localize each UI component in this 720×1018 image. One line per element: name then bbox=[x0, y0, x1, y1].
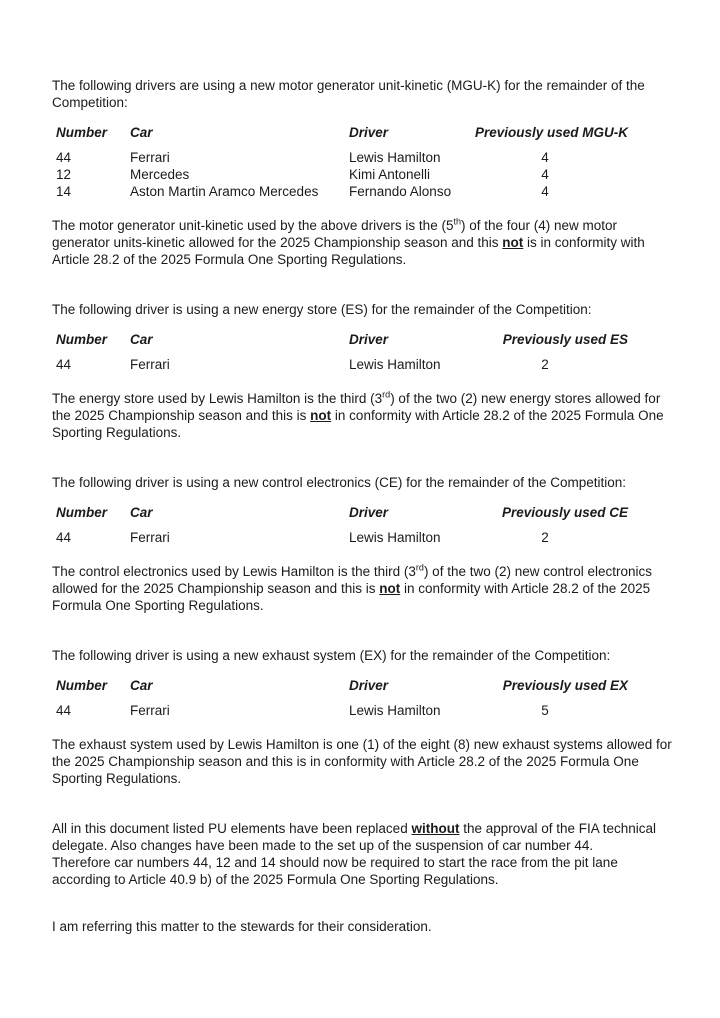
pu-section-ex bbox=[52, 647, 674, 787]
cell-number: 44 bbox=[56, 357, 72, 372]
pu-section-ce bbox=[52, 474, 674, 614]
col-header-number: Number bbox=[56, 678, 108, 693]
cell-previously-used: 4 bbox=[541, 150, 549, 165]
col-header-previously-used: Previously used ES bbox=[502, 332, 628, 347]
text-run: not bbox=[310, 408, 332, 423]
cell-driver: Fernando Alonso bbox=[349, 184, 452, 199]
col-header-number: Number bbox=[56, 505, 108, 520]
text-run: is in conformity with Article 28.2 of the 2025 Formula One Sporting Regulations. bbox=[52, 235, 645, 267]
text-run: The exhaust system used by Lewis Hamilton is one (1) of the eight (8) new exhaust systems allowed for the 2025 Championship season and this is in conformity with Article 28.2 of the 2025 Formula One Sporting Regulations. bbox=[52, 737, 672, 786]
section-note bbox=[52, 390, 674, 441]
col-header-car: Car bbox=[130, 505, 153, 520]
table-row bbox=[52, 149, 674, 166]
table-row bbox=[52, 356, 674, 373]
section-note bbox=[52, 563, 674, 614]
section-intro: The following drivers are using a new motor generator unit-kinetic (MGU-K) for the remainder of the Competition: bbox=[52, 78, 645, 110]
cell-car: Ferrari bbox=[130, 357, 170, 372]
text-run: in conformity with Article 28.2 of the 2025 Formula One Sporting Regulations. bbox=[52, 581, 651, 613]
text-run: The energy store used by Lewis Hamilton is the third (3 bbox=[52, 391, 383, 406]
cell-driver: Kimi Antonelli bbox=[349, 167, 431, 182]
col-header-driver: Driver bbox=[349, 678, 389, 693]
cell-driver: Lewis Hamilton bbox=[349, 530, 441, 545]
table-header-row bbox=[52, 677, 674, 694]
cell-driver: Lewis Hamilton bbox=[349, 703, 441, 718]
cell-number: 44 bbox=[56, 150, 72, 165]
cell-number: 44 bbox=[56, 530, 72, 545]
text-run: in conformity with Article 28.2 of the 2025 Formula One Sporting Regulations. bbox=[52, 408, 664, 440]
cell-car: Aston Martin Aramco Mercedes bbox=[130, 184, 319, 199]
cell-previously-used: 4 bbox=[541, 167, 549, 182]
text-run: ) of the two (2) new energy stores allowed for the 2025 Championship season and this is bbox=[52, 391, 661, 423]
text-run: not bbox=[379, 581, 401, 596]
cell-number: 44 bbox=[56, 703, 72, 718]
section-intro: The following driver is using a new control electronics (CE) for the remainder of the Competition: bbox=[52, 475, 627, 490]
cell-car: Ferrari bbox=[130, 530, 170, 545]
text-run: without bbox=[411, 821, 460, 836]
cell-previously-used: 4 bbox=[541, 184, 549, 199]
cell-car: Ferrari bbox=[130, 703, 170, 718]
col-header-number: Number bbox=[56, 125, 108, 140]
text-run: rd bbox=[415, 562, 424, 573]
cell-previously-used: 2 bbox=[541, 357, 549, 372]
col-header-driver: Driver bbox=[349, 125, 389, 140]
col-header-driver: Driver bbox=[349, 505, 389, 520]
section-note bbox=[52, 217, 674, 268]
table-header-row bbox=[52, 124, 674, 141]
table-row bbox=[52, 183, 674, 200]
cell-number: 12 bbox=[56, 167, 72, 182]
cell-previously-used: 2 bbox=[541, 530, 549, 545]
cell-car: Mercedes bbox=[130, 167, 190, 182]
col-header-previously-used: Previously used EX bbox=[502, 678, 628, 693]
text-run: ) of the four (4) new motor generator units-kinetic allowed for the 2025 Championship season and this bbox=[52, 218, 618, 250]
cell-previously-used: 5 bbox=[541, 703, 549, 718]
referral-note: I am referring this matter to the stewards for their consideration. bbox=[52, 919, 432, 934]
text-run: The motor generator unit-kinetic used by the above drivers is the (5 bbox=[52, 218, 454, 233]
table-header-row bbox=[52, 331, 674, 348]
cell-car: Ferrari bbox=[130, 150, 170, 165]
text-run: ) of the two (2) new control electronics allowed for the 2025 Championship season and this is bbox=[52, 564, 653, 596]
col-header-car: Car bbox=[130, 332, 153, 347]
text-run: th bbox=[453, 216, 461, 227]
closing-paragraph bbox=[52, 820, 674, 888]
cell-number: 14 bbox=[56, 184, 72, 199]
ce-table bbox=[52, 504, 674, 546]
table-row bbox=[52, 529, 674, 546]
text-run: Therefore car numbers 44, 12 and 14 should now be required to start the race from the pit lane according to Article 40.9 b) of the 2025 Formula One Sporting Regulations. bbox=[52, 855, 618, 887]
text-run: rd bbox=[382, 389, 391, 400]
text-run: not bbox=[502, 235, 524, 250]
col-header-driver: Driver bbox=[349, 332, 389, 347]
col-header-number: Number bbox=[56, 332, 108, 347]
table-row bbox=[52, 166, 674, 183]
pu-section-mguk bbox=[52, 77, 674, 268]
es-table bbox=[52, 331, 674, 373]
pu-section-es bbox=[52, 301, 674, 441]
document-content bbox=[52, 77, 674, 935]
cell-driver: Lewis Hamilton bbox=[349, 357, 441, 372]
col-header-previously-used: Previously used CE bbox=[501, 505, 628, 520]
table-header-row bbox=[52, 504, 674, 521]
table-row bbox=[52, 702, 674, 719]
col-header-car: Car bbox=[130, 678, 153, 693]
text-run: the approval of the FIA technical delegate. Also changes have been made to the set up of the suspension of car number 44. bbox=[52, 821, 657, 853]
col-header-previously-used: Previously used MGU-K bbox=[474, 125, 628, 140]
section-intro: The following driver is using a new exhaust system (EX) for the remainder of the Competition: bbox=[52, 648, 611, 663]
ex-table bbox=[52, 677, 674, 719]
section-intro: The following driver is using a new energy store (ES) for the remainder of the Competition: bbox=[52, 302, 592, 317]
text-run: All in this document listed PU elements have been replaced bbox=[52, 821, 412, 836]
mguk-table bbox=[52, 124, 674, 200]
col-header-car: Car bbox=[130, 125, 153, 140]
section-note bbox=[52, 736, 674, 787]
cell-driver: Lewis Hamilton bbox=[349, 150, 441, 165]
text-run: The control electronics used by Lewis Hamilton is the third (3 bbox=[52, 564, 416, 579]
